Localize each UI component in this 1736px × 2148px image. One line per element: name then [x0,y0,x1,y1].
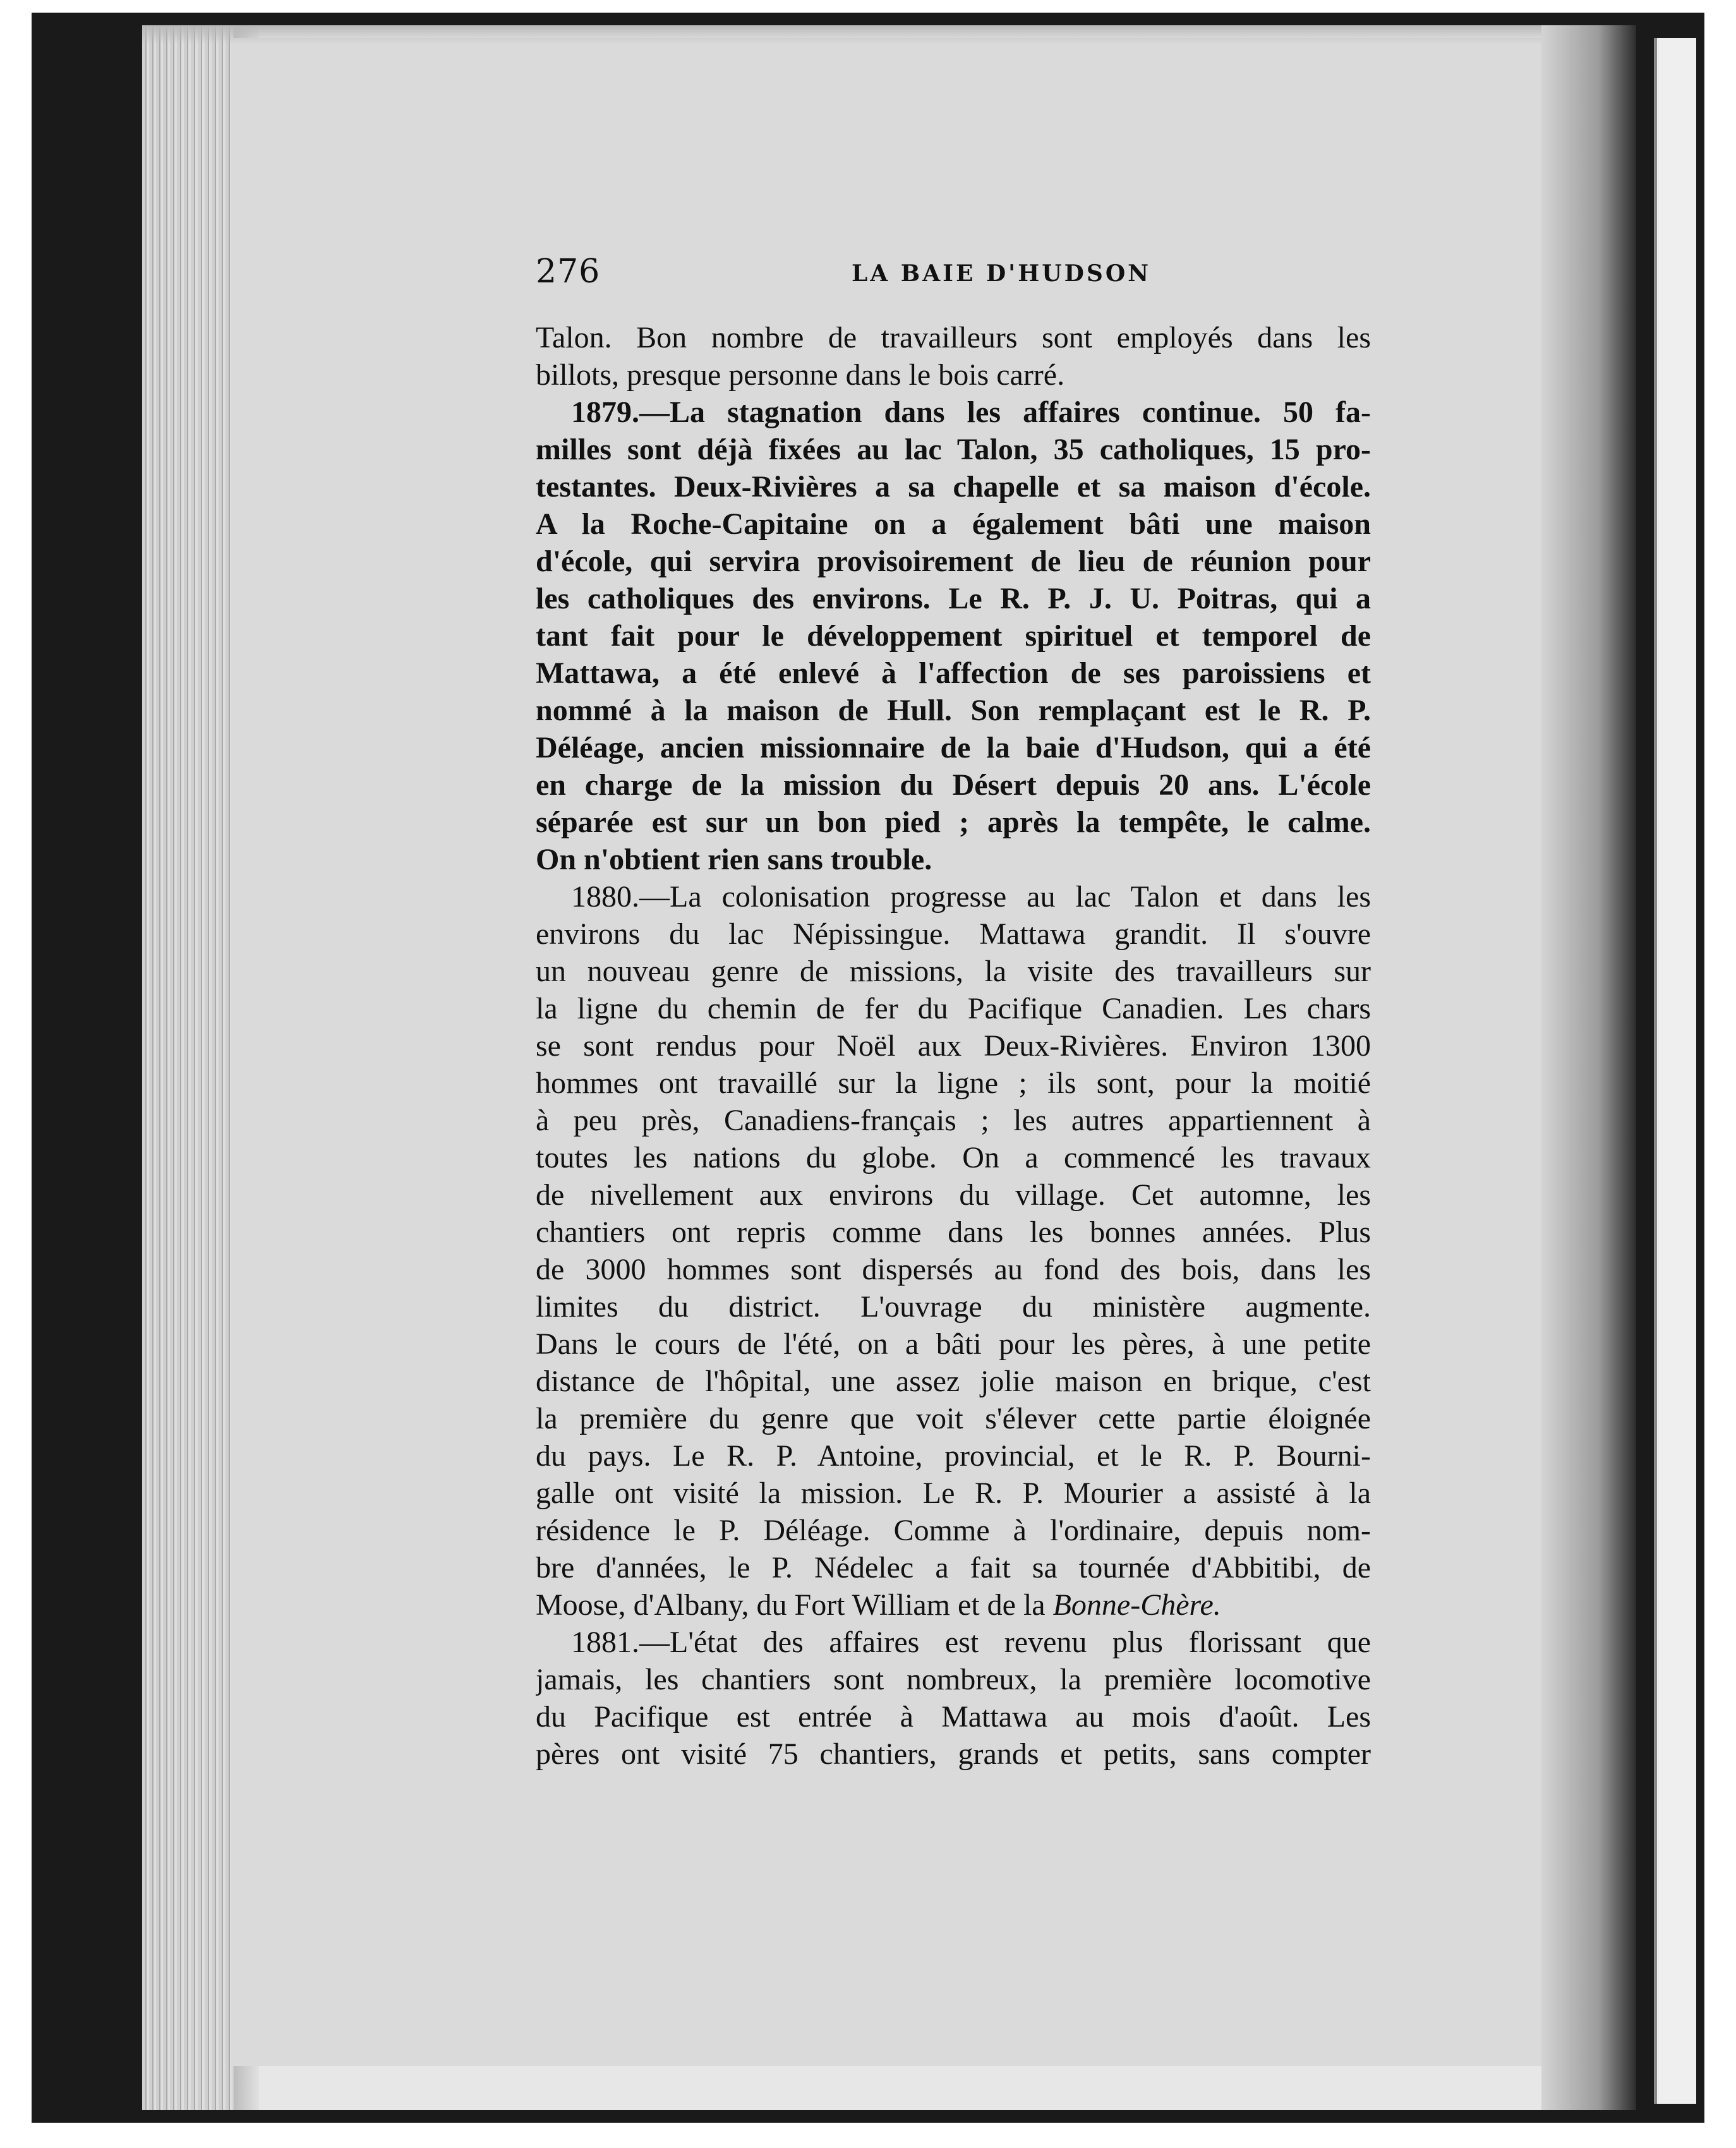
text-line: la ligne du chemin de fer du Pacifique Canadien. Les chars [536,992,1371,1025]
text-line: Dans le cours de l'été, on a bâti pour les pères, à une petite [536,1327,1371,1361]
text-line: les catholiques des environs. Le R. P. J. U. Poitras, qui a [536,582,1371,615]
top-edge-shadow [142,25,1636,44]
text-line: de nivellement aux environs du village. Cet automne, les [536,1178,1371,1212]
text-line: nommé à la maison de Hull. Son remplaçant est le R. P. [536,694,1371,727]
text-line: distance de l'hôpital, une assez jolie maison en brique, c'est [536,1365,1371,1398]
text-line: Déléage, ancien missionnaire de la baie d'Hudson, qui a été [536,731,1371,764]
text-line: limites du district. L'ouvrage du ministère augmente. [536,1290,1371,1324]
text-line: 1879.—La stagnation dans les affaires continue. 50 fa- [571,395,1371,429]
italic-place-name: Bonne-Chère. [1052,1588,1221,1622]
page-number: 276 [536,253,601,291]
text-line: toutes les nations du globe. On a commencé les travaux [536,1141,1371,1174]
text-line: 1881.—L'état des affaires est revenu plus florissant que [571,1626,1371,1659]
text-line: d'école, qui servira provisoirement de lieu de réunion pour [536,545,1371,578]
running-head: LA BAIE D'HUDSON [852,260,1152,287]
text-line: hommes ont travaillé sur la ligne ; ils sont, pour la moitié [536,1066,1371,1100]
text-line: jamais, les chantiers sont nombreux, la première locomotive [536,1663,1371,1696]
text-line: 1880.—La colonisation progresse au lac Talon et dans les [571,880,1371,914]
text-line-with-italic [536,1586,1371,1624]
text-line: du pays. Le R. P. Antoine, provincial, et le R. P. Bourni- [536,1439,1371,1473]
text-line: pères ont visité 75 chantiers, grands et petits, sans compter [536,1737,1371,1771]
book-gutter [1541,25,1636,2110]
text-line: la première du genre que voit s'élever cette partie éloignée [536,1402,1371,1435]
facing-page-sliver [1654,38,1696,2104]
page-edges [142,25,234,2110]
text-line: résidence le P. Déléage. Comme à l'ordinaire, depuis nom- [536,1514,1371,1547]
text-line: se sont rendus pour Noël aux Deux-Rivières. Environ 1300 [536,1029,1371,1063]
text-line: à peu près, Canadiens-français ; les autres appartiennent à [536,1104,1371,1137]
text-line: A la Roche-Capitaine on a également bâti une maison [536,507,1371,541]
text-line: bre d'années, le P. Nédelec a fait sa tournée d'Abbitibi, de [536,1551,1371,1584]
text-line: en charge de la mission du Désert depuis 20 ans. L'école [536,768,1371,802]
text-line: On n'obtient rien sans trouble. [536,843,932,876]
text-line: chantiers ont repris comme dans les bonnes années. Plus [536,1216,1371,1249]
text-line: un nouveau genre de missions, la visite des travailleurs sur [536,955,1371,988]
text-line: tant fait pour le développement spirituel et temporel de [536,619,1371,653]
text-line: séparée est sur un bon pied ; après la tempête, le calme. [536,805,1371,839]
text-line: testantes. Deux-Rivières a sa chapelle et sa maison d'école. [536,470,1371,504]
text-line-start: Moose, d'Albany, du Fort William et de la [536,1588,1046,1622]
text-line: de 3000 hommes sont dispersés au fond des bois, dans les [536,1253,1371,1286]
page-header [536,253,1371,297]
text-line: du Pacifique est entrée à Mattawa au mois d'août. Les [536,1700,1371,1734]
text-line: environs du lac Népissingue. Mattawa grandit. Il s'ouvre [536,917,1371,951]
text-line: Talon. Bon nombre de travailleurs sont employés dans les [536,321,1371,354]
text-line: Mattawa, a été enlevé à l'affection de ses paroissiens et [536,656,1371,690]
text-line: milles sont déjà fixées au lac Talon, 35 catholiques, 15 pro- [536,433,1371,466]
text-line: galle ont visité la mission. Le R. P. Mourier a assisté à la [536,1476,1371,1510]
body-text [536,319,1371,1773]
text-line: billots, presque personne dans le bois carré. [536,358,1065,392]
